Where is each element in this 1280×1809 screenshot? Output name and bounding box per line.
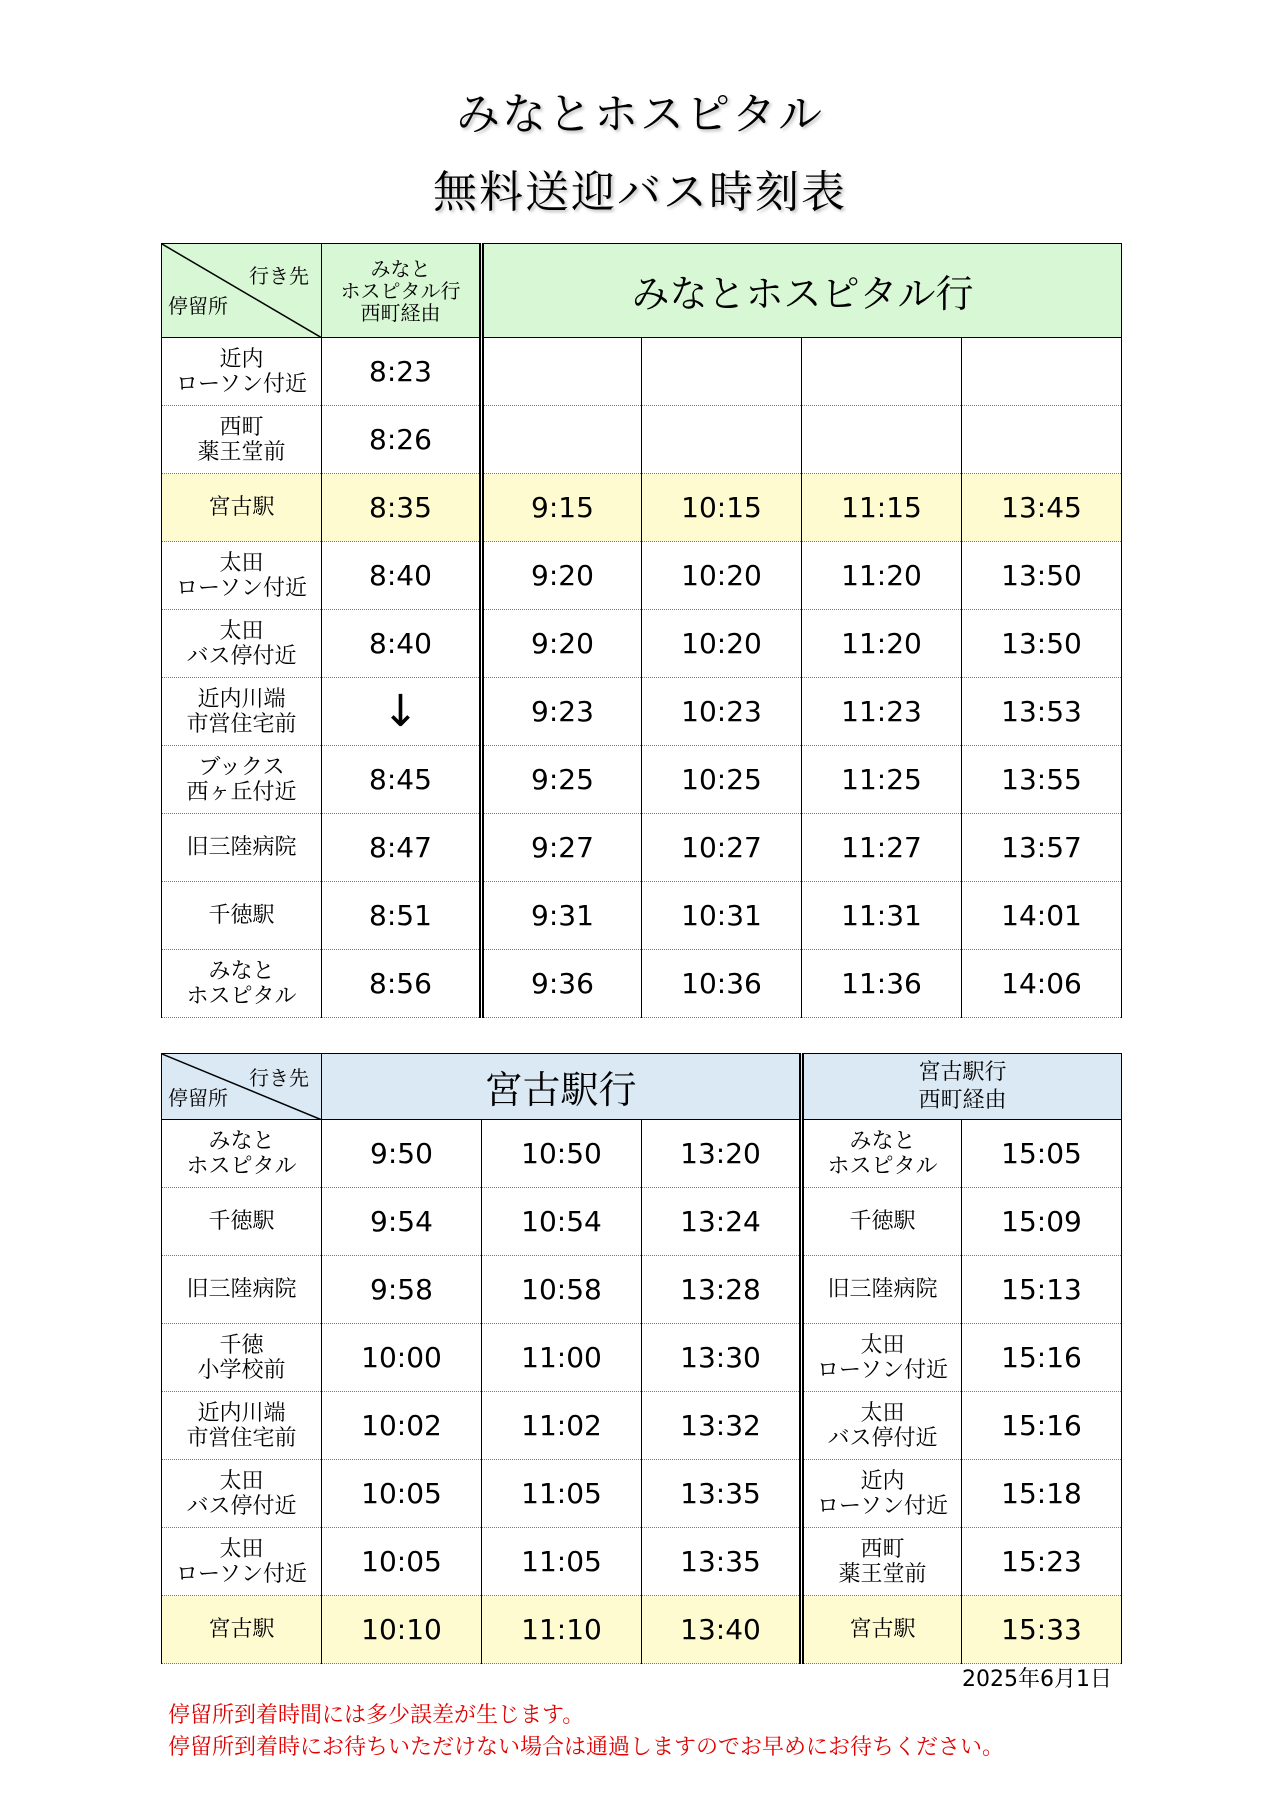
time-cell: 9:20: [482, 610, 642, 678]
table-row: [162, 1596, 1122, 1664]
time-cell: 13:50: [962, 610, 1122, 678]
table1-body: [162, 338, 1122, 1018]
time-cell: 13:57: [962, 814, 1122, 882]
time-cell: 10:23: [642, 678, 802, 746]
stop-name-nishimachi: 宮古駅: [802, 1596, 962, 1664]
time-cell: 11:02: [482, 1392, 642, 1460]
time-cell: 9:15: [482, 474, 642, 542]
time-cell: 11:00: [482, 1324, 642, 1392]
time-cell: 8:26: [322, 406, 482, 474]
time-cell: 10:15: [642, 474, 802, 542]
table-row: [162, 474, 1122, 542]
time-cell: 8:35: [322, 474, 482, 542]
time-cell: 11:05: [482, 1460, 642, 1528]
table-row: [162, 610, 1122, 678]
time-cell: 10:58: [482, 1256, 642, 1324]
table-row: [162, 950, 1122, 1018]
time-cell-nishimachi: 15:09: [962, 1188, 1122, 1256]
table-row: [162, 1188, 1122, 1256]
time-cell: 9:54: [322, 1188, 482, 1256]
time-cell: 11:15: [802, 474, 962, 542]
time-cell: 10:10: [322, 1596, 482, 1664]
time-cell: 8:45: [322, 746, 482, 814]
stop-name: みなと ホスピタル: [162, 950, 322, 1018]
title-line-1: みなとホスピタル: [456, 89, 824, 140]
destination-label: 行き先: [249, 264, 309, 288]
stop-name: 千徳 小学校前: [162, 1324, 322, 1392]
time-cell: 10:20: [642, 610, 802, 678]
time-cell: 13:32: [642, 1392, 802, 1460]
time-cell-nishimachi: 15:33: [962, 1596, 1122, 1664]
time-cell: 8:51: [322, 882, 482, 950]
diagonal-header: [162, 244, 322, 338]
stop-name: 太田 バス停付近: [162, 1460, 322, 1528]
stop-name: ブックス 西ヶ丘付近: [162, 746, 322, 814]
time-cell: 10:54: [482, 1188, 642, 1256]
time-cell: 13:53: [962, 678, 1122, 746]
time-cell: 13:35: [642, 1528, 802, 1596]
time-cell: 11:20: [802, 542, 962, 610]
time-cell: [482, 338, 642, 406]
stop-name-nishimachi: 太田 ローソン付近: [802, 1324, 962, 1392]
note-2: 停留所到着時にお待ちいただけない場合は通過しますのでお早めにお待ちください。: [168, 1735, 1005, 1760]
table-row: [162, 1256, 1122, 1324]
time-cell: 11:27: [802, 814, 962, 882]
time-cell: 9:36: [482, 950, 642, 1018]
time-cell: 11:25: [802, 746, 962, 814]
time-cell: 13:50: [962, 542, 1122, 610]
time-cell: 8:56: [322, 950, 482, 1018]
table-row: [162, 406, 1122, 474]
time-cell: 9:27: [482, 814, 642, 882]
time-cell: 10:02: [322, 1392, 482, 1460]
time-cell: 10:27: [642, 814, 802, 882]
stop-name: 西町 薬王堂前: [162, 406, 322, 474]
title-line-2: 無料送迎バス時刻表: [433, 167, 847, 218]
time-cell: 9:20: [482, 542, 642, 610]
time-cell: 10:36: [642, 950, 802, 1018]
time-cell: 11:23: [802, 678, 962, 746]
table-row: [162, 1392, 1122, 1460]
route-header-hospital: みなとホスピタル行: [482, 244, 1122, 338]
time-cell: 9:50: [322, 1120, 482, 1188]
route-header-nishimachi: みなと ホスピタル行 西町経由: [322, 244, 482, 338]
time-cell: [642, 338, 802, 406]
time-cell: 14:01: [962, 882, 1122, 950]
time-cell: 13:24: [642, 1188, 802, 1256]
time-cell: [962, 406, 1122, 474]
table-row: [162, 1528, 1122, 1596]
time-cell-nishimachi: 15:16: [962, 1324, 1122, 1392]
stop-name: みなと ホスピタル: [162, 1120, 322, 1188]
time-cell: 8:23: [322, 338, 482, 406]
time-cell: 13:28: [642, 1256, 802, 1324]
time-cell: 10:25: [642, 746, 802, 814]
table-row: [162, 814, 1122, 882]
time-cell: 8:47: [322, 814, 482, 882]
stop-label: 停留所: [168, 294, 228, 318]
time-cell: [802, 338, 962, 406]
table-row: [162, 746, 1122, 814]
time-cell: [802, 406, 962, 474]
time-cell: [482, 406, 642, 474]
time-cell: 14:06: [962, 950, 1122, 1018]
timetable-to-miyako-station: [161, 1053, 1122, 1664]
table-row: [162, 338, 1122, 406]
stop-name: 近内川端 市営住宅前: [162, 678, 322, 746]
destination-label-2: 行き先: [249, 1066, 309, 1090]
table-row: [162, 542, 1122, 610]
time-cell: 10:50: [482, 1120, 642, 1188]
effective-date: 2025年6月1日: [962, 1667, 1112, 1692]
table-row: [162, 1120, 1122, 1188]
time-cell: 10:31: [642, 882, 802, 950]
stop-name-nishimachi: 近内 ローソン付近: [802, 1460, 962, 1528]
time-cell: 9:58: [322, 1256, 482, 1324]
diagonal-header-2: [162, 1054, 322, 1120]
time-cell: 11:36: [802, 950, 962, 1018]
stop-name: 太田 バス停付近: [162, 610, 322, 678]
time-cell: 8:40: [322, 610, 482, 678]
stop-name: 太田 ローソン付近: [162, 542, 322, 610]
stop-name: 千徳駅: [162, 1188, 322, 1256]
time-cell: 10:00: [322, 1324, 482, 1392]
stop-name-nishimachi: 西町 薬王堂前: [802, 1528, 962, 1596]
arrow-down-icon: ↓: [322, 678, 482, 746]
timetable-to-hospital: [161, 243, 1122, 1018]
time-cell: 13:45: [962, 474, 1122, 542]
time-cell: 9:25: [482, 746, 642, 814]
stop-name: 近内 ローソン付近: [162, 338, 322, 406]
time-cell: 13:35: [642, 1460, 802, 1528]
time-cell: 10:05: [322, 1528, 482, 1596]
time-cell-nishimachi: 15:18: [962, 1460, 1122, 1528]
note-1: 停留所到着時間には多少誤差が生じます。: [168, 1703, 585, 1728]
stop-name: 宮古駅: [162, 474, 322, 542]
stop-name-nishimachi: 太田 バス停付近: [802, 1392, 962, 1460]
time-cell: [642, 406, 802, 474]
time-cell: 9:23: [482, 678, 642, 746]
time-cell: 11:20: [802, 610, 962, 678]
time-cell: 8:40: [322, 542, 482, 610]
time-cell: 11:31: [802, 882, 962, 950]
table-row: [162, 1324, 1122, 1392]
table-row: [162, 882, 1122, 950]
stop-label-2: 停留所: [168, 1086, 228, 1110]
route-header-miyako-nishimachi: 宮古駅行 西町経由: [802, 1054, 1122, 1120]
time-cell-nishimachi: 15:05: [962, 1120, 1122, 1188]
time-cell: 11:05: [482, 1528, 642, 1596]
stop-name-nishimachi: 旧三陸病院: [802, 1256, 962, 1324]
stop-name: 千徳駅: [162, 882, 322, 950]
time-cell: 10:20: [642, 542, 802, 610]
table-row: [162, 678, 1122, 746]
time-cell-nishimachi: 15:16: [962, 1392, 1122, 1460]
stop-name-nishimachi: 千徳駅: [802, 1188, 962, 1256]
table-row: [162, 1460, 1122, 1528]
time-cell: [962, 338, 1122, 406]
stop-name-nishimachi: みなと ホスピタル: [802, 1120, 962, 1188]
time-cell-nishimachi: 15:23: [962, 1528, 1122, 1596]
time-cell-nishimachi: 15:13: [962, 1256, 1122, 1324]
stop-name: 宮古駅: [162, 1596, 322, 1664]
stop-name: 旧三陸病院: [162, 1256, 322, 1324]
table2-body: [162, 1120, 1122, 1664]
time-cell: 13:40: [642, 1596, 802, 1664]
stop-name: 太田 ローソン付近: [162, 1528, 322, 1596]
time-cell: 10:05: [322, 1460, 482, 1528]
time-cell: 13:55: [962, 746, 1122, 814]
stop-name: 旧三陸病院: [162, 814, 322, 882]
route-header-miyako: 宮古駅行: [322, 1054, 802, 1120]
time-cell: 13:20: [642, 1120, 802, 1188]
time-cell: 11:10: [482, 1596, 642, 1664]
time-cell: 13:30: [642, 1324, 802, 1392]
stop-name: 近内川端 市営住宅前: [162, 1392, 322, 1460]
time-cell: 9:31: [482, 882, 642, 950]
